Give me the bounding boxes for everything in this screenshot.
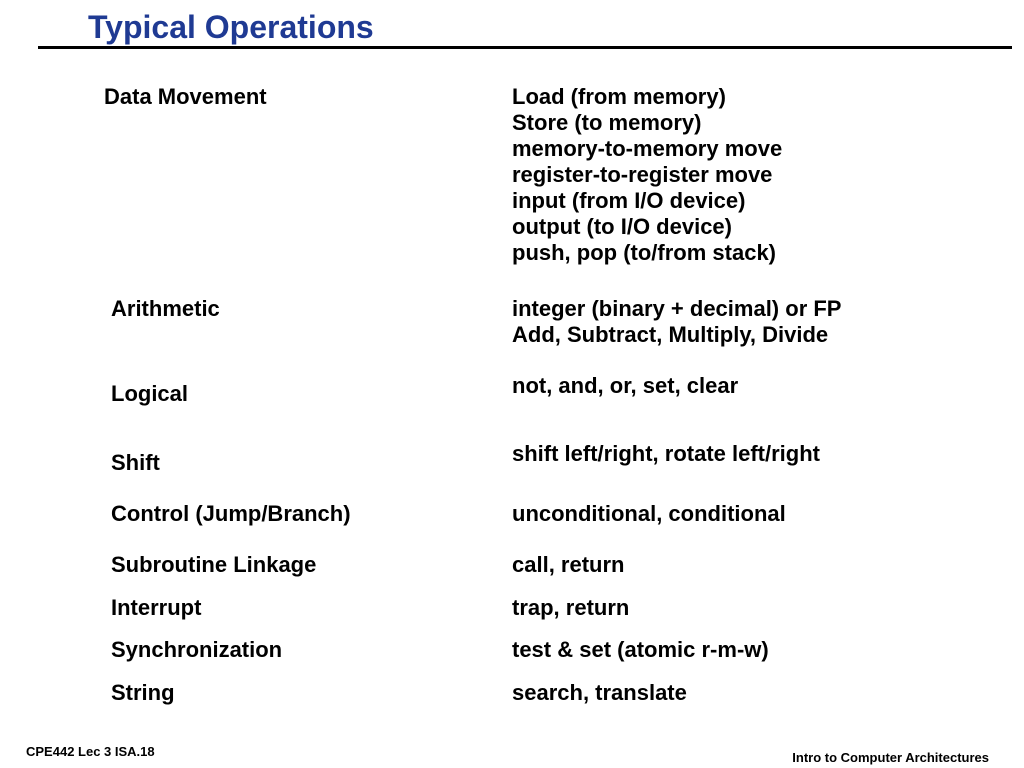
op-item: shift left/right, rotate left/right — [512, 441, 820, 466]
op-item: integer (binary + decimal) or FP — [512, 296, 842, 321]
op-item: Add, Subtract, Multiply, Divide — [512, 322, 829, 347]
ops-data-movement — [512, 84, 782, 266]
op-item: unconditional, conditional — [512, 501, 786, 526]
op-item: output (to I/O device) — [512, 214, 732, 239]
op-item: memory-to-memory move — [512, 136, 783, 161]
op-item: Store (to memory) — [512, 110, 702, 135]
ops-shift — [512, 441, 820, 467]
op-item: call, return — [512, 552, 625, 577]
slide-title: Typical Operations — [88, 9, 374, 45]
op-item: test & set (atomic r-m-w) — [512, 637, 769, 662]
ops-control — [512, 501, 786, 527]
category-string: String — [111, 680, 175, 705]
category-shift: Shift — [111, 450, 160, 475]
ops-arithmetic — [512, 296, 841, 348]
op-item: push, pop (to/from stack) — [512, 240, 776, 265]
op-item: not, and, or, set, clear — [512, 373, 739, 398]
category-data-movement: Data Movement — [104, 84, 267, 109]
category-arithmetic: Arithmetic — [111, 296, 220, 321]
category-logical: Logical — [111, 381, 189, 406]
footer-right: Intro to Computer Architectures — [792, 750, 989, 765]
category-subroutine-linkage: Subroutine Linkage — [111, 552, 317, 577]
category-synchronization: Synchronization — [111, 637, 283, 662]
category-interrupt: Interrupt — [111, 595, 202, 620]
op-item: input (from I/O device) — [512, 188, 746, 213]
ops-string — [512, 680, 687, 706]
ops-logical — [512, 373, 738, 399]
ops-subroutine-linkage — [512, 552, 624, 578]
op-item: trap, return — [512, 595, 630, 620]
op-item: search, translate — [512, 680, 687, 705]
title-underline — [38, 46, 1012, 49]
ops-interrupt — [512, 595, 629, 621]
footer-left: CPE442 Lec 3 ISA.18 — [26, 744, 155, 759]
op-item: register-to-register move — [512, 162, 773, 187]
op-item: Load (from memory) — [512, 84, 726, 109]
category-control: Control (Jump/Branch) — [111, 501, 351, 526]
ops-synchronization — [512, 637, 769, 663]
